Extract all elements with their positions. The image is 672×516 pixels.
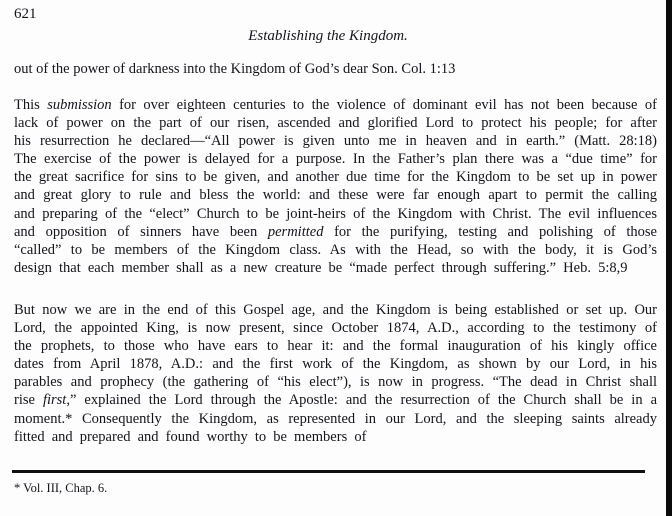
continuation-line: out of the power of darkness into the Kingdom of God’s dear Son. Col. 1:13 xyxy=(14,61,456,77)
footnote-text: * Vol. III, Chap. 6. xyxy=(14,481,108,495)
body-paragraph-1: This submission for over eighteen centuries to the violence of dominant evil has not been because of lack of power on the part of our risen, ascended and glorified Lord to protect his people; for after his resurrection he declared—“All power is given unto me in heaven and in earth.” (Matt. 28:18) The exercise of the power is delayed for a purpose. In the Father’s plan there was a “due time” for the great sacrifice for sins to be given, and another due time for the Kingdom to be set up in power and great glory to rule and bless the world: and these were far enough apart to permit the calling and preparing of the “elect” Church to be joint-heirs of the Kingdom with Christ. The evil influences and opposition of sinners have been permitted for the purifying, testing and polishing of those “called” to be members of the Kingdom class. As with the Head, so with the body, it is God’s design that each member shall as a new creature be “made perfect through suffering.” Heb. 5:8,9 xyxy=(14,97,657,276)
page-number: 621 xyxy=(14,6,37,22)
page-title: Establishing the Kingdom. xyxy=(248,28,408,44)
page-edge-border xyxy=(666,0,672,516)
body-paragraph-2: But now we are in the end of this Gospel age, and the Kingdom is being established or set up. Our Lord, the appointed King, is now present, since October 1874, A.D., according to the testimony of the prophets, to those who have ears to hear it: and the formal inauguration of his kingly office dates from April 1878, A.D.: and the first work of the Kingdom, as shown by our Lord, in his parables and prophecy (the gathering of “his elect”), is now in progress. “The dead in Christ shall rise first,” explained the Lord through the Apostle: and the resurrection of the Church shall be in a moment.* Consequently the Kingdom, as represented in our Lord, and the sleeping saints already fitted and prepared and found worthy to be members of xyxy=(14,301,658,445)
footnote-divider-rule xyxy=(12,470,645,473)
body-text xyxy=(14,96,657,470)
